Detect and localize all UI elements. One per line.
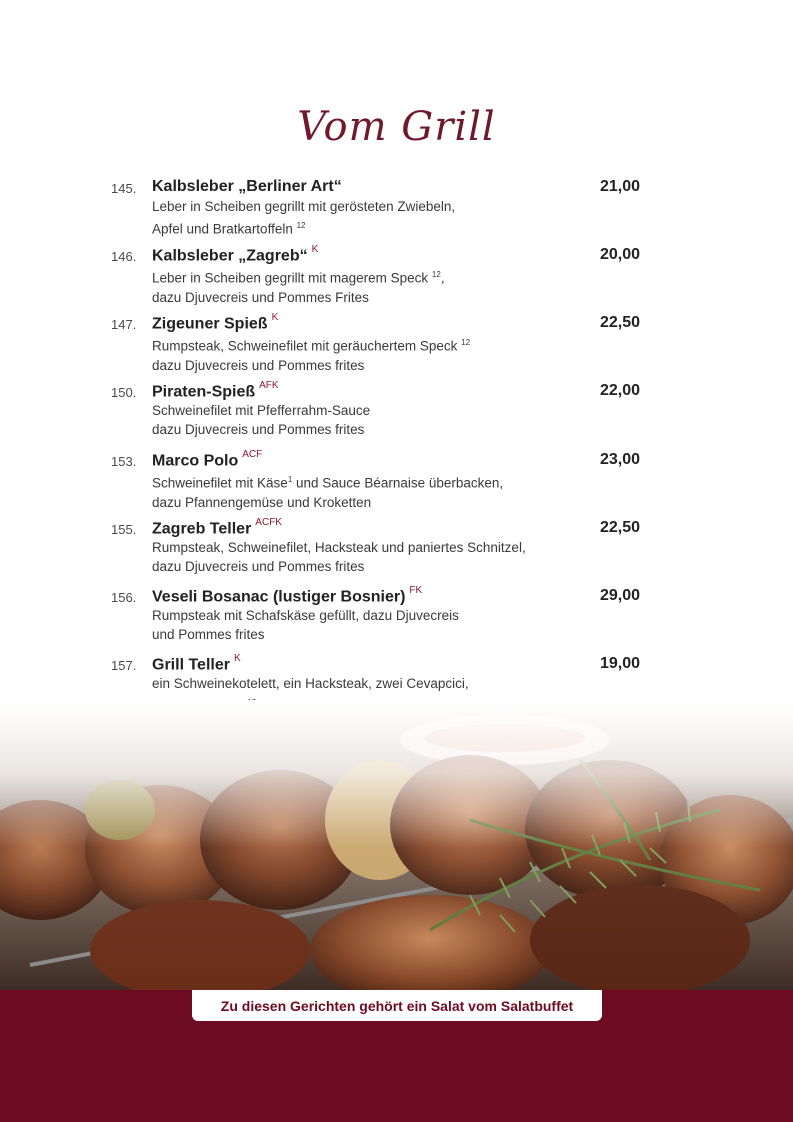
- allergen-codes: AFK: [259, 380, 279, 391]
- item-price: 22,50: [599, 519, 640, 536]
- item-number: 150.: [111, 385, 137, 400]
- item-description: Schweinefilet mit Pfefferrahm-Sauce dazu Djuvecreis und Pommes frites: [152, 403, 371, 437]
- item-price: 22,00: [599, 382, 640, 399]
- salad-note-banner: Zu diesen Gerichten gehört ein Salat vom Salatbuffet: [192, 990, 602, 1021]
- allergen-codes: ACF: [242, 449, 263, 460]
- item-name: Kalbsleber „Zagreb“ $^K$: [152, 244, 319, 265]
- item-number: 145.: [111, 181, 137, 196]
- item-name: Grill Teller $^K$: [152, 653, 241, 674]
- item-price: 20,00: [599, 246, 640, 263]
- item-description: Leber in Scheiben gegrillt mit magerem Speck $^{12}$, dazu Djuvecreis und Pommes Frites: [152, 270, 445, 305]
- item-price: 23,00: [599, 451, 640, 468]
- item-description: Schweinefilet mit Käse$^1$ und Sauce Béarnaise überbacken, dazu Pfannengemüse und Kroketten: [152, 475, 504, 510]
- allergen-codes: K: [271, 312, 279, 323]
- allergen-codes: FK: [409, 585, 423, 596]
- item-price: 21,00: [599, 178, 640, 195]
- item-description: Rumpsteak, Schweinefilet, Hacksteak und paniertes Schnitzel, dazu Djuvecreis und Pommes frites: [152, 540, 526, 574]
- item-number: 157.: [111, 658, 137, 673]
- item-price: 29,00: [599, 587, 640, 604]
- allergen-codes: K: [311, 244, 319, 255]
- grilled-skewers-photo: [0, 700, 793, 995]
- item-number: 147.: [111, 317, 137, 332]
- item-name: Veseli Bosanac (lustiger Bosnier) $^{FK}$: [152, 585, 423, 606]
- item-description: Rumpsteak, Schweinefilet mit geräuchertem Speck $^{12}$ dazu Djuvecreis und Pommes frites: [152, 338, 471, 373]
- item-name: Zigeuner Spieß $^K$: [152, 312, 279, 333]
- allergen-codes: ACFK: [255, 517, 282, 528]
- item-price: 22,50: [599, 314, 640, 331]
- item-description: Leber in Scheiben gegrillt mit gerösteten Zwiebeln, Apfel und Bratkartoffeln $^{12}$: [152, 199, 456, 237]
- item-number: 153.: [111, 454, 137, 469]
- item-name: Zagreb Teller $^{ACFK}$: [152, 517, 282, 538]
- item-name: Marco Polo $^{ACF}$: [152, 449, 263, 470]
- item-number: 146.: [111, 249, 137, 264]
- item-number: 155.: [111, 522, 137, 537]
- item-description: Rumpsteak mit Schafskäse gefüllt, dazu Djuvecreis und Pommes frites: [152, 608, 459, 642]
- item-description: ein Schweinekotelett, ein Hacksteak, zwei Cevapcici,: [152, 676, 469, 691]
- allergen-codes: K: [233, 653, 241, 664]
- item-name: Kalbsleber „Berliner Art“: [152, 178, 342, 195]
- item-name: Piraten-Spieß $^{AFK}$: [152, 380, 279, 401]
- section-title: Vom Grill: [297, 104, 496, 150]
- item-number: 156.: [111, 590, 137, 605]
- item-price: 19,00: [599, 655, 640, 672]
